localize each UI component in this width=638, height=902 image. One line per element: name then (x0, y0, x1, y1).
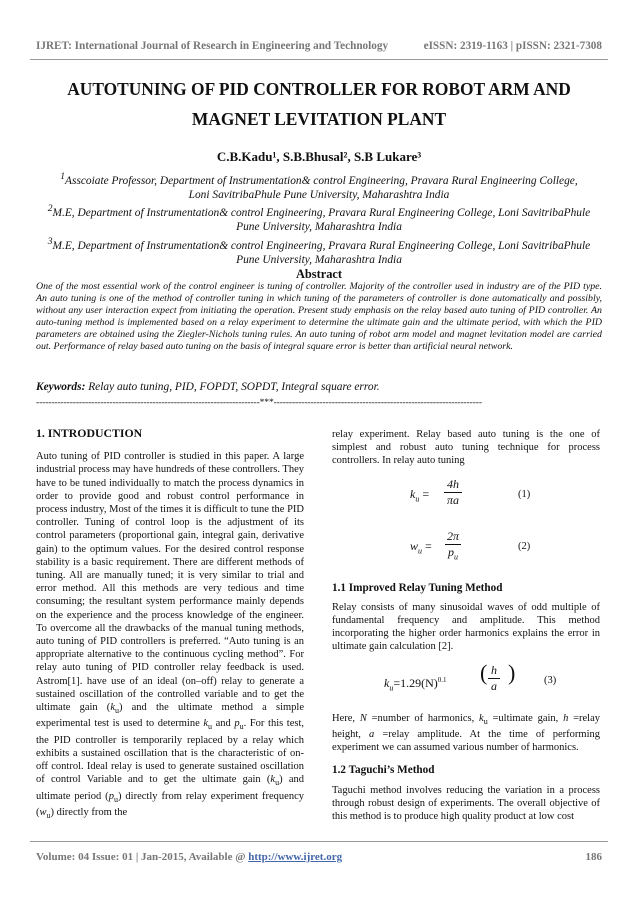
introduction-heading: 1. INTRODUCTION (36, 426, 143, 440)
equation-3-fraction: $\frac{h}{a}$ (488, 664, 500, 693)
section-1-2-heading: 1.2 Taguchi’s Method (332, 764, 435, 777)
abstract-text: One of the most essential work of the control engineer is tuning of controller. Majority of the controller used in industry are of the PID type. An auto tuning is one of the method of controller tuning in which tuning of the parameters of controller is done automatically and possibly, without any user interaction expect from initiating the operation. Present study emphasis on the relay based auto tuning of PID controller. An auto-tuning method is implemented based on a relay experiment to determine the ultimate gain and the ultimate period, with which the PID parameters are obtained using the Ziegler-Nichols tuning rules. An auto tuning of robot arm model and magnet levitation model are carried out. Performance of relay based auto tuning on the basis of integral square error is better than artificial neural network. (36, 281, 602, 353)
equation-1-number: (1) (518, 488, 531, 500)
section-1-1-heading: 1.1 Improved Relay Tuning Method (332, 581, 503, 594)
affiliation-3-cont: Pune University, Maharashtra India (236, 253, 402, 266)
equation-1-fraction: $\frac{4h}{\pi a}$ (444, 478, 462, 507)
paper-title (40, 74, 598, 134)
affiliations (40, 170, 598, 267)
taguchi-paragraph: Taguchi method involves reducing the variation in a process through robust design of experiments. The overall objective of this method is to produce high quality product at low cost (332, 784, 600, 822)
journal-name: IJRET: International Journal of Research in Engineering and Technology (36, 40, 389, 52)
symbol-definitions: Here, N =number of harmonics, $k_u$ =ultimate gain, h =relay height, a =relay amplitude. At the time of performing experiment we can assumed various number of harmonics. (332, 712, 601, 754)
equation-3-number: (3) (544, 674, 557, 686)
relay-paragraph: relay experiment. Relay based auto tuning is the one of simplest and robust auto tuning technique for process controllers. In relay auto tuning (332, 429, 600, 467)
running-footer (36, 851, 602, 863)
introduction-paragraph: Auto tuning of PID controller is studied in this paper. A large industrial process may have hundreds of these controllers. They have to be tuned individually to match the process dynamics in order to provide good and robust control performance in process industry, Most of the times it is difficult to tune the PID controller. Tuning of control loop is the adjustment of its control parameters (proportional gain, integral gain, derivative gain) to the optimum values. For the desired control response stability is a basic requirement. There are different methods of tuning. All are manually tuned; it is very similar to trial and error method. All this methods are very tedious and time consuming; the resultant system performance mainly depends on the experience and the process knowledge of the engineer. To overcome all the drawbacks of the manual tuning methods, auto tuning of PID controllers is preferred. “Auto tuning is an appropriate alternative to the continuous cycling method”. For relay auto tuning of PID controller relay feedback is used. Astrom[1]. have use of an ideal (on–off) relay to generate a sustained oscillation of the controlled variable and to get the ultimate gain $(k_u)$ and the ultimate method a simple experimental test is used to determine $k_u$ and $p_u$. For this test, the PID controller is temporarily replaced by a relay which exhibits a sustained oscillation that is the characteristic of on-off control. Ideal relay is used to generate sustained oscillation of control Variable and to get the ultimate gain $(k_u)$ and ultimate period $(p_u)$ directly from relay experiment frequency $(w_u)$ directly from the (36, 451, 305, 820)
header-divider (30, 59, 608, 60)
equation-1: $k_u$ = $\frac{4h}{\pi a}$ (1) (410, 476, 531, 507)
equation-2: $w_u$ = $\frac{2\pi}{p_u}$ (2) (332, 526, 600, 572)
journal-link[interactable]: http://www.ijret.org (248, 851, 343, 863)
running-header (36, 40, 602, 52)
issn: eISSN: 2319-1163 | pISSN: 2321-7308 (423, 40, 602, 52)
keywords-text: Relay auto tuning, PID, FOPDT, SOPDT, Integral square error. (85, 381, 380, 393)
relay-harmonics-paragraph: Relay consists of many sinusoidal waves of odd multiple of fundamental frequency and amplitude. This method incorporating the higher order harmonics explains the error in ultimate gain calculation [2]. (332, 601, 600, 653)
left-column (36, 427, 304, 822)
affiliation-3: $^3$M.E, Department of Instrumentation& control Engineering, Pravara Rural Engineering College, Loni SavitribaPhule (47, 236, 591, 252)
title-line-2: MAGNET LEVITATION PLANT (191, 109, 447, 129)
equation-3: $k_u=1.29(N)^{0.1}$ ( $\frac{h}{a}$ ) (3) (384, 659, 557, 693)
affiliation-1: $^1$Asscoiate Professor, Department of Instrumentation& control Engineering, Pravara Rural Engineering College, (60, 172, 578, 187)
abstract-heading: Abstract (295, 267, 343, 281)
title-line-1: AUTOTUNING OF PID CONTROLLER FOR ROBOT ARM AND (67, 79, 571, 99)
page-number: 186 (585, 851, 602, 863)
equation-2-fraction: $\frac{2\pi}{p_u}$ (444, 530, 462, 564)
affiliation-1-cont: Loni SavitribaPhule Pune University, Maharashtra India (188, 189, 450, 202)
volume-info: Volume: 04 Issue: 01 | Jan-2015, Available @ http://www.ijret.org (36, 851, 343, 863)
keywords (36, 381, 602, 393)
right-column (332, 428, 600, 823)
author-list: C.B.Kadu¹, S.B.Bhusal², S.B Lukare³ (216, 149, 422, 164)
section-separator: -------------------------------------------------------------------------***-------------------------------------------------------------------- (36, 398, 482, 408)
keywords-label: Keywords: (36, 381, 86, 393)
equation-2-number: (2) (518, 540, 531, 552)
affiliation-2-cont: Pune University, Maharashtra India (236, 221, 402, 234)
affiliation-2: $^2$M.E, Department of Instrumentation& control Engineering, Pravara Rural Engineering College, Loni SavitribaPhule (47, 204, 591, 220)
footer-divider (30, 841, 608, 842)
